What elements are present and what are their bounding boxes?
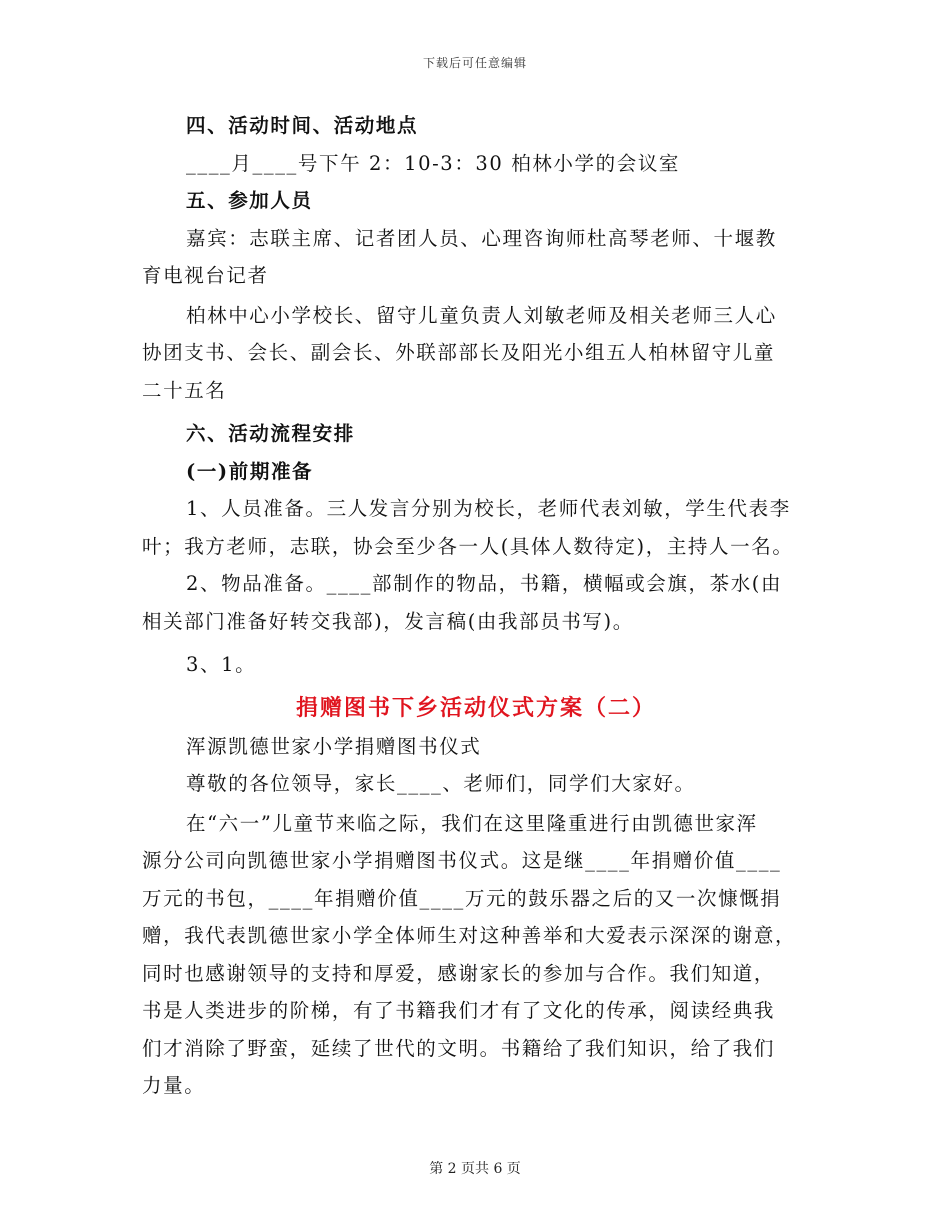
item-2-line-2: 相关部门准备好转交我部)，发言稿(由我部员书写)。: [142, 609, 634, 633]
subsection-heading-preparation: (一)前期准备: [186, 459, 314, 483]
item-1-line-1: 1、人员准备。三人发言分别为校长，老师代表刘敏，学生代表李: [186, 497, 791, 520]
page-footer: 第 2 页共 6 页: [429, 1161, 521, 1177]
document-title: 捐赠图书下乡活动仪式方案（二）: [295, 694, 656, 721]
ceremony-subtitle: 浑源凯德世家小学捐赠图书仪式: [186, 734, 482, 758]
speech-line-4: 赠，我代表凯德世家小学全体师生对这种善举和大爱表示深深的谢意，: [142, 924, 797, 947]
speech-line-5: 同时也感谢领导的支持和厚爱，感谢家长的参加与合作。我们知道，: [142, 961, 776, 985]
speech-line-7: 们才消除了野蛮，延续了世代的文明。书籍给了我们知识，给了我们: [142, 1036, 776, 1060]
item-3: 3、1。: [186, 653, 257, 676]
speech-line-1: 在“六一”儿童节来临之际，我们在这里隆重进行由凯德世家浑: [186, 811, 758, 835]
participants-line-2: 协团支书、会长、副会长、外联部部长及阳光小组五人柏林留守儿童: [142, 341, 776, 364]
page-header: 下载后可任意编辑: [422, 56, 527, 70]
speech-line-3: 万元的书包，____年捐赠价值____万元的鼓乐器之后的又一次慷慨捐: [142, 886, 782, 910]
speech-line-2: 源分公司向凯德世家小学捐赠图书仪式。这是继____年捐赠价值____: [142, 849, 782, 872]
guests-line-1: 嘉宾：志联主席、记者团人员、心理咨询师杜高琴老师、十堰教: [186, 226, 777, 250]
section-heading-participants: 五、参加人员: [186, 189, 313, 212]
time-place-text: ____月____号下午 2：10-3：30 柏林小学的会议室: [186, 151, 681, 175]
item-1-line-2: 叶；我方老师，志联，协会至少各一人(具体人数待定)，主持人一名。: [142, 534, 794, 558]
section-heading-process: 六、活动流程安排: [186, 422, 355, 445]
section-heading-time-place: 四、活动时间、活动地点: [186, 114, 419, 137]
speech-line-8: 力量。: [142, 1074, 206, 1097]
document-body: [142, 107, 810, 1105]
participants-line-3: 二十五名: [142, 378, 227, 402]
guests-line-2: 育电视台记者: [142, 264, 269, 287]
greeting-line: 尊敬的各位领导，家长____、老师们，同学们大家好。: [186, 772, 696, 795]
participants-line-1: 柏林中心小学校长、留守儿童负责人刘敏老师及相关老师三人心: [186, 303, 777, 327]
speech-line-6: 书是人类进步的阶梯，有了书籍我们才有了文化的传承，阅读经典我: [142, 999, 776, 1022]
item-2-line-1: 2、物品准备。____部制作的物品，书籍，横幅或会旗，茶水(由: [186, 572, 783, 595]
